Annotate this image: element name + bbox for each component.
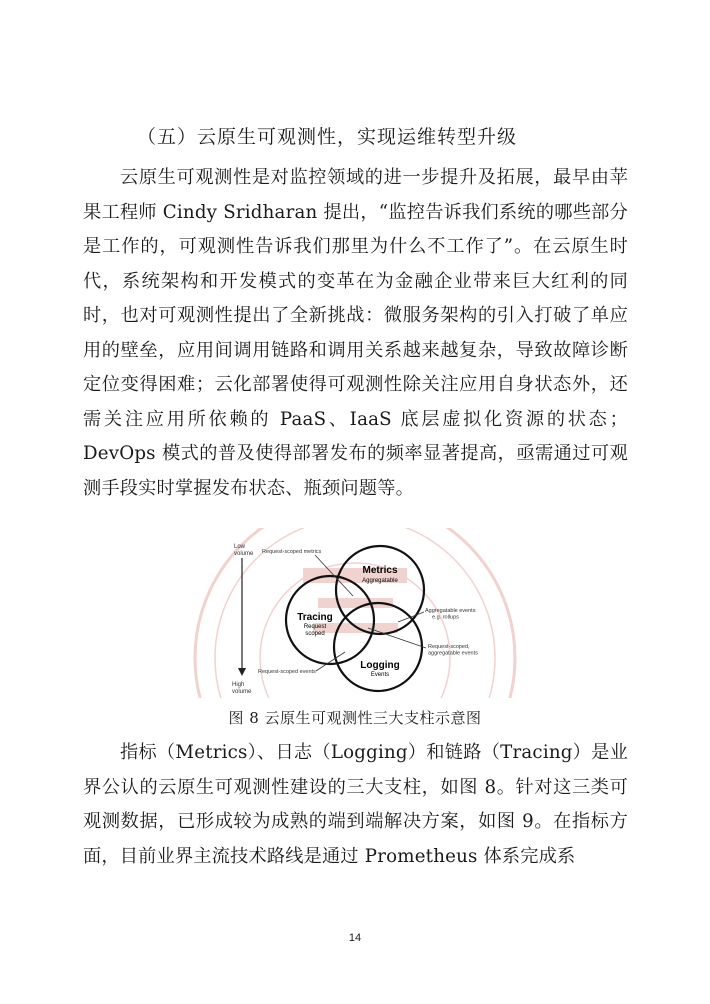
axis-bottom-label: High volume: [232, 682, 252, 695]
metrics-title: Metrics: [362, 565, 398, 576]
metrics-circle: [336, 546, 424, 634]
three-pillars-figure: [220, 540, 500, 695]
logging-subtitle: Events: [370, 672, 390, 678]
paragraph-three-pillars: 指标（Metrics）、日志（Logging）和链路（Tracing）是业界公认的云原生可观测性建设的三大支柱，如图 8。针对这三类可观测数据，已形成较为成熟的端到端解决方案，如图 9。在指标方面，目前业界主流技术路线是通过 Prometheus 体系完成系: [83, 742, 628, 867]
axis-top-label: Low volume: [234, 544, 254, 557]
section-heading: （五）云原生可观测性，实现运维转型升级: [137, 126, 518, 148]
figure-caption: 图 8 云原生可观测性三大支柱示意图: [228, 709, 482, 727]
label-request-scoped-aggregatable: Request-scoped, aggregatable events: [428, 644, 478, 657]
label-request-scoped-metrics: Request-scoped metrics: [262, 549, 322, 555]
tracing-title: Tracing: [297, 612, 333, 623]
metrics-subtitle: Aggregatable: [362, 578, 398, 584]
label-aggregatable-events: Aggregatable events e.g. rollups: [425, 608, 476, 621]
label-request-scoped-events: Request-scoped events: [258, 669, 316, 675]
logging-title: Logging: [360, 660, 400, 671]
page-number: 14: [348, 932, 362, 944]
paragraph-observability-intro: 云原生可观测性是对监控领域的进一步提升及拓展，最早由苹果工程师 Cindy Sridharan 提出，“监控告诉我们系统的哪些部分是工作的，可观测性告诉我们那里为什么不工作了”。在云原生时代，系统架构和开发模式的变革在为金融企业带来巨大红利的同时，也对可观测性提出了全新挑战：微服务架构的引入打破了单应用的壁垒，应用间调用链路和调用关系越来越复杂，导致故障诊断定位变得困难；云化部署使得可观测性除关注应用自身状态外，还需关注应用所依赖的 PaaS、IaaS 底层虚拟化资源的状态；DevOps 模式的普及使得部署发布的频率显著提高，亟需通过可观测手段实时掌握发布状态、瓶颈问题等。: [83, 167, 628, 499]
tracing-subtitle: Request scoped: [303, 624, 327, 637]
